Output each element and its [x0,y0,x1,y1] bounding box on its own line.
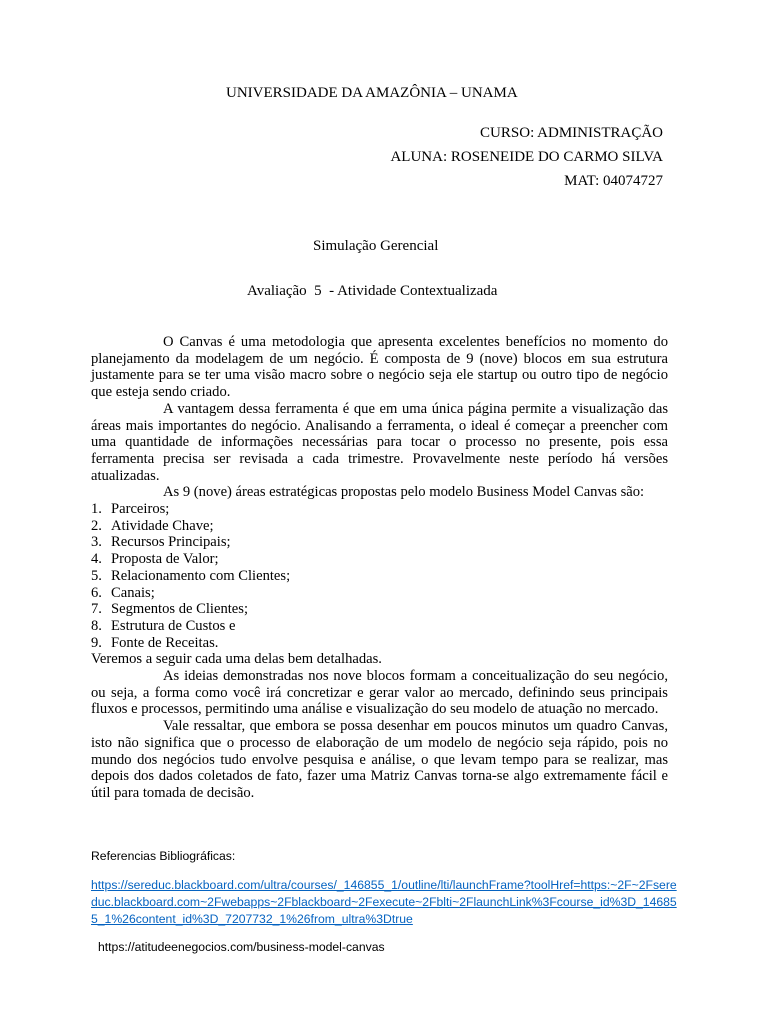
references-title: Referencias Bibliográficas: [91,849,236,863]
subject-title: Simulação Gerencial [313,238,439,254]
evaluation-title: Avaliação 5 - Atividade Contextualizada [247,283,498,299]
paragraph-5: Vale ressaltar, que embora se possa desenhar em poucos minutos um quadro Canvas, isto não significa que o processo de elaboração de um modelo de negócio seja rápido, pois no mundo dos negócios tudo envolve pesquisa e análise, o que levam tempo para se realizar, mas depois dos dados coletados de fato, fazer uma Matriz Canvas torna-se algo extremamente fácil e útil para tomada de decisão. [91,718,668,801]
student-line: ALUNA: ROSENEIDE DO CARMO SILVA [390,149,663,165]
list-item: 8. Estrutura de Custos e [91,617,236,634]
paragraph-4: As ideias demonstradas nos nove blocos formam a conceitualização do seu negócio, ou seja, a forma como você irá concretizar e gerar valor ao mercado, definindo seus principais fluxos e processos, permitindo uma análise e visualização do seu modelo de atuação no mercado. [91,668,668,718]
university-name: UNIVERSIDADE DA AMAZÔNIA – UNAMA [226,85,518,101]
list-item: 2. Atividade Chave; [91,517,214,534]
canvas-areas-list [91,501,668,651]
list-item: 9. Fonte de Receitas. [91,634,219,651]
list-item: 5. Relacionamento com Clientes; [91,567,291,584]
course-line: CURSO: ADMINISTRAÇÃO [480,125,663,141]
document-body [91,334,668,802]
paragraph-3: As 9 (nove) áreas estratégicas propostas pelo modelo Business Model Canvas são: [163,484,645,501]
reference-link-site[interactable]: https://atitudeenegocios.com/business-model-canvas [98,940,385,954]
list-item: 4. Proposta de Valor; [91,551,219,568]
paragraph-2: A vantagem dessa ferramenta é que em uma única página permite a visualização das áreas mais importantes do negócio. Analisando a ferramenta, o ideal é começar a preencher com uma quantidade de informações necessárias para tocar o processo no presente, pois essa ferramenta precisa ser revisada a cada trimestre. Provavelmente neste período há versões atualizadas. [91,400,668,484]
list-item: 3. Recursos Principais; [91,534,231,551]
list-item: 7. Segmentos de Clientes; [91,601,249,618]
list-item: 6. Canais; [91,584,155,601]
registration-line: MAT: 04074727 [564,173,663,189]
reference-link-blackboard[interactable]: https://sereduc.blackboard.com/ultra/courses/_146855_1/outline/lti/launchFrame?toolHref=https:~2F~2Fsereduc.blackboard.com~2Fwebapps~2Fblackboard~2Fexecute~2Fblti~2FlaunchLink%3Fcourse_id%3D_146855_1%26content_id%3D_7207732_1%26from_ultra%3Dtrue [91,878,677,926]
list-item: 1. Parceiros; [91,501,170,518]
paragraph-1: O Canvas é uma metodologia que apresenta excelentes benefícios no momento do planejamento da modelagem de um negócio. É composta de 9 (nove) blocos em sua estrutura justamente para se ter uma visão macro sobre o negócio seja ele startup ou outro tipo de negócio que esteja sendo criado. [91,334,668,401]
after-list-sentence: Veremos a seguir cada uma delas bem detalhadas. [91,651,382,668]
